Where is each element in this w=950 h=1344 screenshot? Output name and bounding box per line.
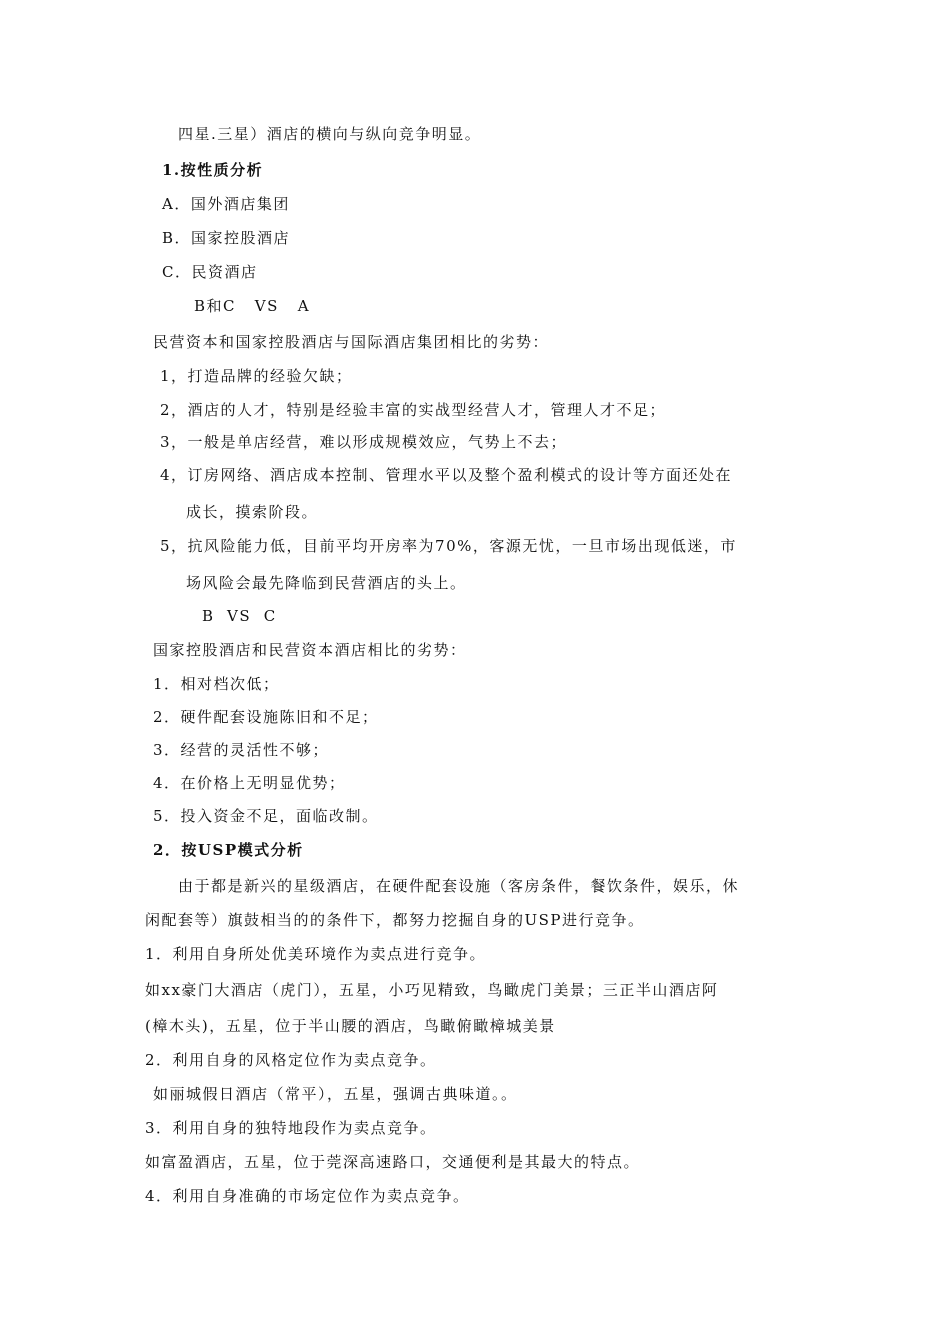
list-item: 1．利用自身所处优美环境作为卖点进行竞争。 xyxy=(145,945,487,963)
paragraph-line: 如丽城假日酒店（常平），五星，强调古典味道。。 xyxy=(153,1085,518,1103)
paragraph-line: (樟木头)，五星，位于半山腰的酒店，鸟瞰俯瞰樟城美景 xyxy=(145,1017,556,1035)
list-item: 3．经营的灵活性不够； xyxy=(153,741,330,759)
list-item: 5，抗风险能力低，目前平均开房率为70%，客源无忧，一旦市场出现低迷，市 xyxy=(160,537,737,555)
text-line: 国家控股酒店和民营资本酒店相比的劣势： xyxy=(153,641,467,659)
paragraph-line: 如富盈酒店，五星，位于莞深高速路口，交通便利是其最大的特点。 xyxy=(145,1153,641,1171)
list-item-continuation: 场风险会最先降临到民营酒店的头上。 xyxy=(186,574,467,592)
list-item: 2，酒店的人才，特别是经验丰富的实战型经营人才，管理人才不足； xyxy=(160,401,667,419)
list-item: 4．利用自身准确的市场定位作为卖点竞争。 xyxy=(145,1187,470,1205)
paragraph-line: 由于都是新兴的星级酒店，在硬件配套设施（客房条件，餐饮条件，娱乐，休 xyxy=(178,877,740,895)
list-item: 4，订房网络、酒店成本控制、管理水平以及整个盈利模式的设计等方面还处在 xyxy=(160,466,733,484)
comparison-heading: B和C VS A xyxy=(194,297,311,315)
section-heading: 2．按USP模式分析 xyxy=(153,841,304,859)
paragraph-line: 闲配套等）旗鼓相当的的条件下，都努力挖掘自身的USP进行竞争。 xyxy=(145,911,645,929)
section-heading: 1.按性质分析 xyxy=(162,161,264,179)
list-item: 3．利用自身的独特地段作为卖点竞争。 xyxy=(145,1119,437,1137)
list-item: 5．投入资金不足，面临改制。 xyxy=(153,807,379,825)
list-item: 2．利用自身的风格定位作为卖点竞争。 xyxy=(145,1051,437,1069)
list-item: 4．在价格上无明显优势； xyxy=(153,774,346,792)
list-item-continuation: 成长，摸索阶段。 xyxy=(186,503,319,521)
text-line: 四星.三星）酒店的横向与纵向竞争明显。 xyxy=(178,125,482,143)
paragraph-line: 如xx豪门大酒店（虎门），五星，小巧见精致，鸟瞰虎门美景；三正半山酒店阿 xyxy=(145,981,719,999)
list-item: A．国外酒店集团 xyxy=(162,195,290,213)
list-item: C．民资酒店 xyxy=(162,263,258,281)
list-item: 3，一般是单店经营，难以形成规模效应，气势上不去； xyxy=(160,433,568,451)
comparison-heading: B VS C xyxy=(202,607,277,625)
list-item: 2．硬件配套设施陈旧和不足； xyxy=(153,708,379,726)
list-item: 1．相对档次低； xyxy=(153,675,280,693)
list-item: 1，打造品牌的经验欠缺； xyxy=(160,367,353,385)
text-line: 民营资本和国家控股酒店与国际酒店集团相比的劣势： xyxy=(153,333,550,351)
list-item: B．国家控股酒店 xyxy=(162,229,291,247)
